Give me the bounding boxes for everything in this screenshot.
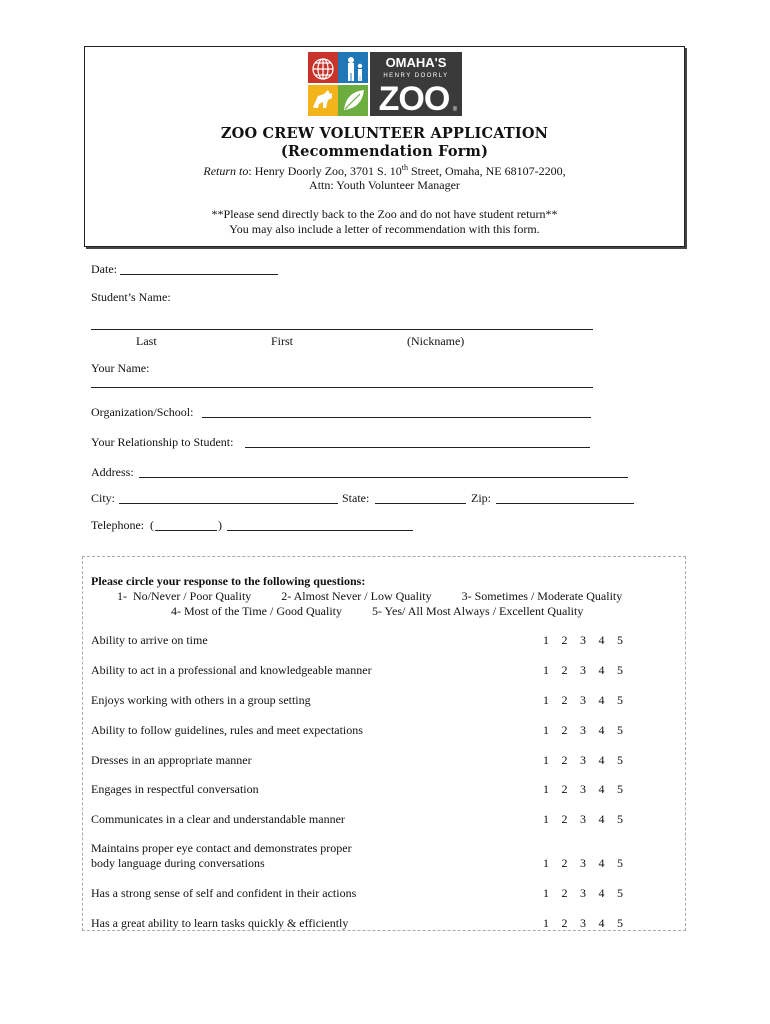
rating-option-2[interactable]: 2 [561,663,568,677]
date-label: Date: [91,262,117,276]
rating-option-3[interactable]: 3 [580,753,586,767]
rating-question [91,753,252,768]
logo-omahas: OMAHA'S [385,55,447,70]
rating-option-1[interactable]: 1 [543,633,549,647]
return-address [84,163,685,179]
rating-question-text: Enjoys working with others in a group setting [91,693,311,707]
area-code-field[interactable] [155,530,217,531]
rating-option-1[interactable]: 1 [543,886,549,900]
return-address-sup: th [401,163,408,172]
rating-question-text: Ability to act in a professional and knowledgeable manner [91,663,372,677]
telephone-field[interactable] [227,530,413,531]
note-line-2: You may also include a letter of recommendation with this form. [229,222,540,236]
rating-scale [543,723,636,738]
rating-question-text: Communicates in a clear and understandable manner [91,812,345,826]
rating-option-4[interactable]: 4 [598,856,605,870]
logo-registered: ® [452,107,458,113]
rating-scale [543,886,636,901]
relationship-label: Your Relationship to Student: [91,435,234,449]
first-label: First [271,334,294,348]
rating-option-5[interactable]: 5 [617,723,623,737]
ratings-instruction: Please circle your response to the following questions: [91,574,366,588]
rating-option-2[interactable]: 2 [561,633,568,647]
rating-scale [543,753,636,768]
rating-question [91,693,311,708]
rating-option-5[interactable]: 5 [617,753,623,767]
ratings-legend-1: 1- No/Never / Poor Quality 2- Almost Never / Low Quality 3- Sometimes / Moderate Quality [117,589,623,603]
date-field[interactable] [120,274,278,275]
city-label: City: [91,491,116,505]
rating-option-4[interactable]: 4 [598,693,605,707]
return-address-text: : Henry Doorly Zoo, 3701 S. 10 [248,164,402,178]
rating-option-1[interactable]: 1 [543,663,549,677]
rating-option-1[interactable]: 1 [543,916,549,930]
rating-option-1[interactable]: 1 [543,693,549,707]
ratings-legend-2: 4- Most of the Time / Good Quality 5- Yes/ All Most Always / Excellent Quality [171,604,584,618]
note-line-1: **Please send directly back to the Zoo and do not have student return** [211,207,558,221]
rating-question-text: Has a strong sense of self and confident in their actions [91,886,357,900]
rating-question-text: Engages in respectful conversation [91,782,259,796]
rating-scale [543,693,636,708]
zip-label: Zip: [471,491,491,505]
relationship-field[interactable] [245,447,590,448]
organization-label: Organization/School: [91,405,194,419]
your-name-label: Your Name: [91,361,150,375]
rating-question-text: Ability to arrive on time [91,633,208,647]
rating-option-3[interactable]: 3 [580,663,586,677]
rating-option-4[interactable]: 4 [598,916,605,930]
logo-zoo: ZOO [378,80,450,116]
rating-option-2[interactable]: 2 [561,723,568,737]
rating-option-4[interactable]: 4 [598,753,605,767]
zip-field[interactable] [496,503,634,504]
nickname-label: (Nickname) [407,334,465,348]
rating-question [91,782,259,797]
rating-option-4[interactable]: 4 [598,723,605,737]
rating-option-1[interactable]: 1 [543,782,549,796]
attn-line: Attn: Youth Volunteer Manager [309,178,460,192]
rating-option-2[interactable]: 2 [561,812,568,826]
rating-option-3[interactable]: 3 [580,723,586,737]
rating-option-3[interactable]: 3 [580,812,586,826]
rating-question-text: Maintains proper eye contact and demonstrates proper [91,841,352,855]
return-address-text-2: Street, Omaha, NE 68107-2200, [407,164,566,178]
rating-option-5[interactable]: 5 [617,916,623,930]
rating-option-1[interactable]: 1 [543,856,549,870]
city-field[interactable] [119,503,338,504]
rating-option-2[interactable]: 2 [561,753,568,767]
student-name-field[interactable] [91,329,593,330]
rating-question [91,841,352,871]
rating-option-2[interactable]: 2 [561,856,568,870]
zoo-logo [308,52,462,116]
rating-scale [543,916,636,931]
rating-option-3[interactable]: 3 [580,693,586,707]
rating-question-text: Dresses in an appropriate manner [91,753,252,767]
form-title: ZOO CREW VOLUNTEER APPLICATION [220,125,549,142]
rating-option-5[interactable]: 5 [617,856,623,870]
address-field[interactable] [139,477,628,478]
rating-option-1[interactable]: 1 [543,753,549,767]
rating-option-5[interactable]: 5 [617,663,623,677]
globe-icon [313,59,333,79]
rating-option-4[interactable]: 4 [598,633,605,647]
rating-scale [543,663,636,678]
rating-question [91,633,208,648]
rating-question [91,812,345,827]
rating-question-text: Has a great ability to learn tasks quickly & efficiently [91,916,349,930]
logo-henry-doorly: HENRY DOORLY [383,73,449,79]
your-name-field[interactable] [91,387,593,388]
state-label: State: [342,491,370,505]
rating-option-5[interactable]: 5 [617,693,623,707]
telephone-label: Telephone: [91,518,145,532]
rating-question [91,886,356,901]
rating-option-3[interactable]: 3 [580,633,586,647]
state-field[interactable] [375,503,466,504]
rating-option-4[interactable]: 4 [598,663,605,677]
rating-option-4[interactable]: 4 [598,812,605,826]
rating-option-3[interactable]: 3 [580,856,586,870]
rating-question [91,723,363,738]
rating-option-3[interactable]: 3 [580,782,586,796]
last-label: Last [136,334,157,348]
rating-option-5[interactable]: 5 [617,782,623,796]
return-to-label: Return to [203,164,249,178]
rating-option-4[interactable]: 4 [598,886,605,900]
rating-option-5[interactable]: 5 [617,812,623,826]
rating-question-text-2: body language during conversations [91,856,265,870]
rating-scale [543,856,636,871]
rating-option-2[interactable]: 2 [561,693,568,707]
rating-scale [543,782,636,797]
rating-option-2[interactable]: 2 [561,916,568,930]
organization-field[interactable] [202,417,591,418]
rating-option-5[interactable]: 5 [617,886,623,900]
rating-question [91,916,348,931]
tel-open-paren: ( [150,518,154,532]
rating-question-text: Ability to follow guidelines, rules and meet expectations [91,723,363,737]
rating-option-2[interactable]: 2 [561,886,568,900]
rating-scale [543,633,636,648]
form-subtitle: (Recommendation Form) [280,143,489,160]
rating-option-4[interactable]: 4 [598,782,605,796]
rating-question [91,663,372,678]
rating-option-1[interactable]: 1 [543,723,549,737]
rating-option-2[interactable]: 2 [561,782,568,796]
address-label: Address: [91,465,134,479]
rating-option-3[interactable]: 3 [580,886,586,900]
tel-close-paren: ) [218,518,222,532]
rating-option-3[interactable]: 3 [580,916,586,930]
student-name-label: Student’s Name: [91,290,171,304]
rating-option-5[interactable]: 5 [617,633,623,647]
rating-scale [543,812,636,827]
rating-option-1[interactable]: 1 [543,812,549,826]
